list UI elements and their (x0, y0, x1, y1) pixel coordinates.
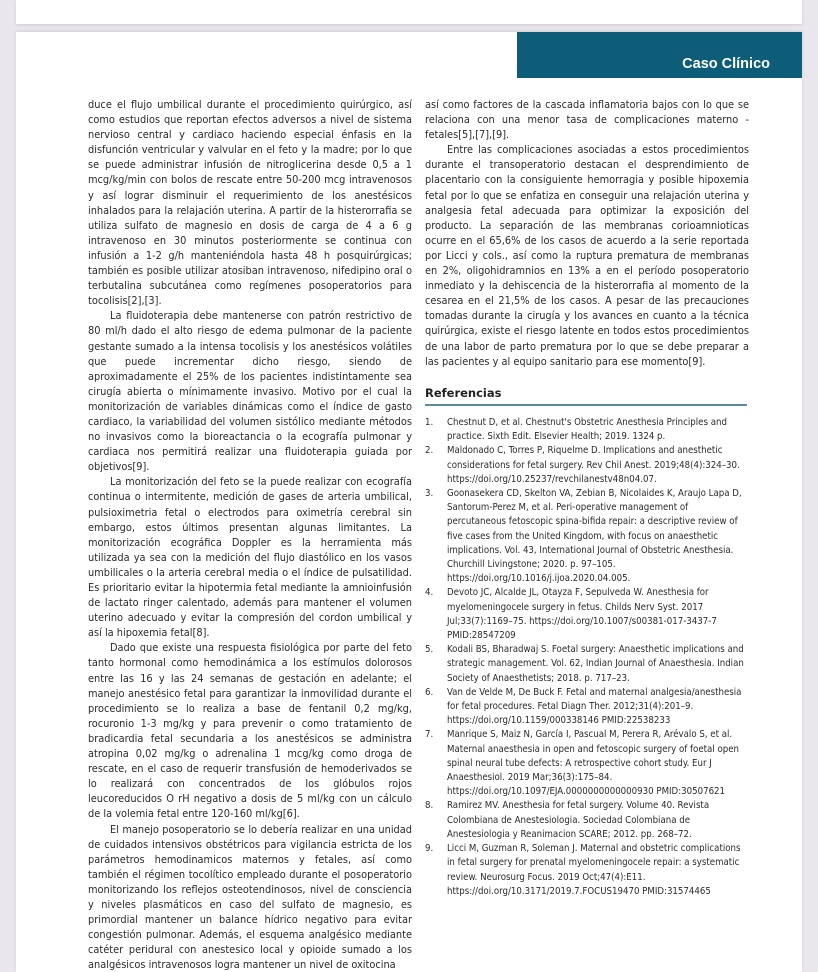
reference-text: Goonasekera CD, Skelton VA, Zebian B, Nicolaides K, Araujo Lapa D, Santorum-Perez M, et al. Peri-operative management of percutaneous fetoscopic spina-bifida repair: a descriptive review of five cases from the United Kingdom, with focus on anaesthetic implications. Vol. 43, International Journal of Obstetric Anesthesia. Churchill Livingstone; 2020. p. 97–105. https://doi.org/10.1016/j.ijoa.2020.04.005. (447, 488, 742, 584)
body-paragraph: El manejo posoperatorio se lo debería realizar en una unidad de cuidados intensivos obstétricos para vigilancia estricta de los parámetros hemodinamicos maternos y fetales, así como también el régimen tocolítico empleado durante el posoperatorio monitorizando los reflejos osteotendinosos, nivel de consciencia y niveles plasmáticos en caso del sulfato de magnesio, es primordial mantener un balance hídrico negativo para evitar congestión pulmonar. Además, el esquema analgésico mediante catéter peridural con anestesico local y opioide sumado a los analgésicos intravenosos logra mantener un nivel de oxitocina (88, 822, 412, 972)
body-paragraph: La fluidoterapia debe mantenerse con patrón restrictivo de 80 ml/h dado el alto riesgo de edema pulmonar de la paciente gestante sumado a la intensa tocolisis y los anestésicos volátiles que puede incrementar dicho riesgo, siendo de aproximadamente el 25% de los pacientes indistintamente sea cirugía abierta o mínimamente invasivo. Motivo por el cual la monitorización de variables dinámicas como el índice de gasto cardiaco, la variabilidad del volumen sistólico mediante métodos no invasivos como la bioreactancia o la ecografía pulmonar y cardiaca nos permitirá realizar una fluidoterapia guiada por objetivos[9]. (88, 308, 412, 474)
body-paragraph: así como factores de la cascada inflamatoria bajos con lo que se relaciona con una menor tasa de complicaciones materno -fetales[5],[7],[9]. (425, 97, 749, 142)
reference-item (425, 444, 747, 487)
references-heading: Referencias (425, 386, 747, 406)
reference-number: 4. (425, 586, 433, 600)
reference-item (425, 799, 747, 842)
reference-number: 3. (425, 487, 433, 501)
reference-number: 1. (425, 416, 433, 430)
reference-text: Maldonado C, Torres P, Riquelme D. Implications and anesthetic considerations for fetal surgery. Rev Chil Anest. 2019;48(4):324–30. https://doi.org/10.25237/revchilanestv48n04.07. (447, 445, 740, 484)
reference-text: Devoto JC, Alcalde JL, Otayza F, Sepulveda W. Anesthesia for myelomeningocele surgery in fetus. Childs Nerv Syst. 2017 Jul;33(7):1169–75. https://doi.org/10.1007/s00381-017-3437-7 PMID:28547209 (447, 587, 717, 641)
reference-item (425, 643, 747, 686)
reference-item (425, 487, 747, 586)
reference-number: 6. (425, 686, 433, 700)
section-label: Caso Clínico (682, 56, 770, 72)
reference-text: Van de Velde M, De Buck F. Fetal and maternal analgesia/anesthesia for fetal procedures. Fetal Diagn Ther. 2012;31(4):201–9. https://doi.org/10.1159/000338146 PMID:22538233 (447, 687, 741, 726)
reference-number: 5. (425, 643, 433, 657)
body-paragraph: duce el flujo umbilical durante el procedimiento quirúrgico, así como estudios que reportan efectos adversos a nivel de sistema nervioso central y cardiaco haciendo especial énfasis en la disfunción ventricular y valvular en el feto y la madre; por lo que se puede administrar infusión de nitroglicerina desde 0,5 a 1 mcg/kg/min con bolos de rescate entre 50-200 mcg intravenosos y así lograr disminuir el requerimiento de los anestésicos inhalados para la relajación uterina. A partir de la histerorrafia se utiliza sulfato de magnesio en dosis de carga de 4 a 6 g intravenoso en 30 minutos posteriormente se continua con infusión a 1-2 g/h manteniéndola hasta 48 h posquirúrgicas; también es posible utilizar atosiban intravenoso, nifedipino oral o terbutalina subcutánea como regímenes posoperatorios para tocolisis[2],[3]. (88, 97, 412, 308)
reference-item (425, 842, 747, 899)
previous-page-edge (16, 0, 802, 24)
reference-number: 8. (425, 799, 433, 813)
reference-text: Ramirez MV. Anesthesia for fetal surgery. Volume 40. Revista Colombiana de Anestesiologia. Sociedad Colombiana de Anestesiologia y Reanimacion SCARE; 2012. pp. 268–72. (447, 800, 709, 839)
section-banner (517, 32, 802, 78)
reference-text: Licci M, Guzman R, Soleman J. Maternal and obstetric complications in fetal surgery for prenatal myelomeningocele repair: a systematic review. Neurosurg Focus. 2019 Oct;47(4):E11. https://doi.org/10.3171/2019.7.FOCUS19470 PMID:31574465 (447, 843, 740, 897)
reference-number: 9. (425, 842, 433, 856)
reference-text: Chestnut D, et al. Chestnut's Obstetric Anesthesia Principles and practice. Sixth Edit. Elsevier Health; 2019. 1324 p. (447, 417, 727, 442)
body-paragraph: La monitorización del feto se la puede realizar con ecografía continua o intermitente, medición de gases de arteria umbilical, pulsioximetria fetal o electrodos para oximetría cerebral sin embargo, estos últimos presentan algunas limitantes. La monitorización ecográfica Doppler es la herramienta más utilizada ya sea con la medición del flujo diastólico en los vasos umbilicales o la arteria cerebral media o el índice de pulsatilidad. Es prioritario evitar la hipotermia fetal mediante la amnioinfusión de lactato ringer calentado, además para mantener el volumen uterino adecuado y evitar la compresión del cordon umbilical y así la hipoxemia fetal[8]. (88, 474, 412, 640)
reference-item (425, 416, 747, 444)
reference-text: Manrique S, Maiz N, García I, Pascual M, Perera R, Arévalo S, et al. Maternal anaesthesia in open and fetoscopic surgery of foetal open spinal neural tube defects: A retrospective cohort study. Eur J Anaesthesiol. 2019 Mar;36(3):175–84. https://doi.org/10.1097/EJA.0000000000000930 PMID:30507621 (447, 729, 739, 797)
reference-text: Kodali BS, Bharadwaj S. Foetal surgery: Anaesthetic implications and strategic management. Vol. 62, Indian Journal of Anaesthesia. Indian Society of Anaesthetists; 2018. p. 717–23. (447, 644, 744, 683)
left-column (88, 97, 412, 972)
body-paragraph: Dado que existe una respuesta fisiológica por parte del feto tanto hormonal como hemodinámica a los estímulos dolorosos entre las 16 y las 24 semanas de gestación en adelante; el manejo anestésico fetal para garantizar la inmovilidad durante el procedimiento se lo realiza a base de fentanil 0,2 mg/kg, rocuronio 1-3 mg/kg y para prevenir o como tratamiento de bradicardia fetal secundaria a los anestésicos se administra atropina 0,02 mg/kg o adrenalina 1 mcg/kg como droga de rescate, en el caso de requerir transfusión de hemoderivados se lo realizará con concentrados de los glóbulos rojos leucoreducidos O rH negativo a dosis de 5 ml/kg con un cálculo de la volemia fetal entre 120-160 ml/kg[6]. (88, 640, 412, 821)
right-column (425, 97, 749, 369)
reference-item (425, 728, 747, 799)
reference-number: 7. (425, 728, 433, 742)
references-list (425, 416, 747, 899)
reference-number: 2. (425, 444, 433, 458)
body-paragraph: Entre las complicaciones asociadas a estos procedimientos durante el transoperatorio destacan el desprendimiento de placentario con la consiguiente hemorragia y posible hipoxemia fetal por lo que se enfatiza en conseguir una relajación uterina y analgesia fetal adecuada para optimizar la exposición del producto. La separación de las membranas corioamnioticas ocurre en el 65,6% de los casos de acuerdo a la serie reportada por Licci y cols., así como la ruptura prematura de membranas en 2%, oligohidramnios en 13% a en el período posoperatorio inmediato y la dehiscencia de la histerorrafia al momento de la cesarea en el 21,5% de los casos. A pesar de las precauciones tomadas durante la cirugía y los avances en cuanto a la técnica quirúrgica, existe el riesgo latente en todos estos procedimientos de una labor de parto prematura por lo que se debe preparar a las pacientes y al equipo sanitario para ese momento[9]. (425, 142, 749, 368)
reference-item (425, 586, 747, 643)
reference-item (425, 686, 747, 729)
